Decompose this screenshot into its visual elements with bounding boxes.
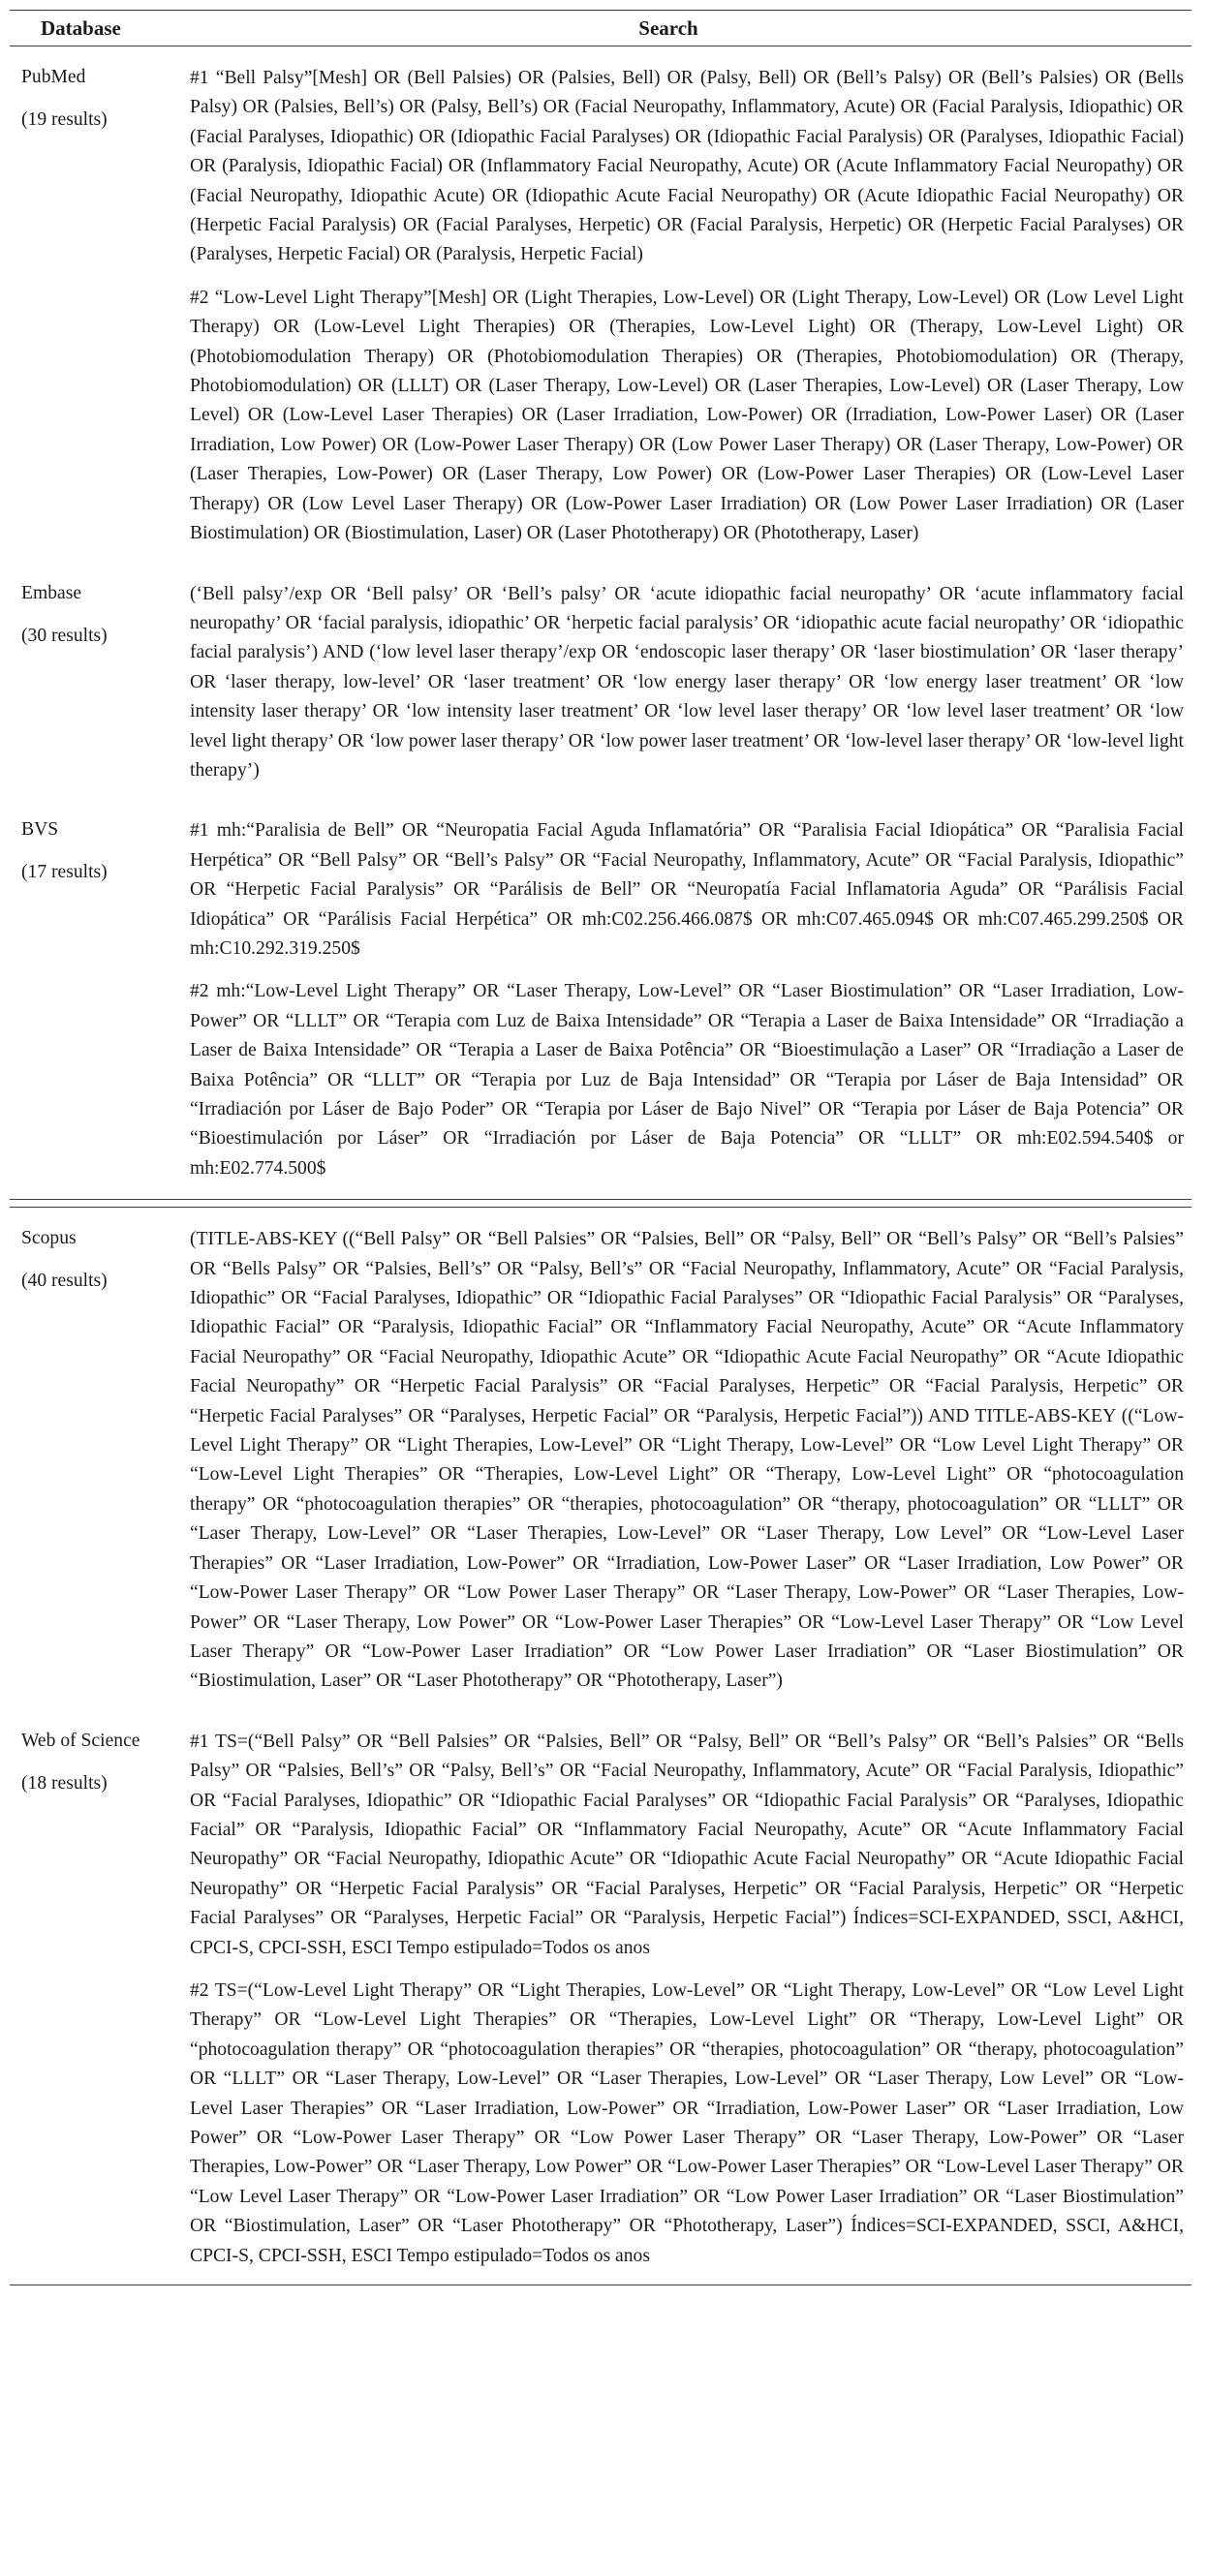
- table-row-embase: [10, 563, 1192, 800]
- database-name: Embase: [21, 582, 82, 603]
- database-name: Web of Science: [21, 1730, 140, 1751]
- divider-cell: [174, 1200, 1192, 1208]
- search-cell: [174, 1208, 1192, 1710]
- result-count: (19 results): [21, 109, 108, 130]
- table-row-scopus: [10, 1208, 1192, 1710]
- result-count: (40 results): [21, 1271, 108, 1292]
- database-name: Scopus: [21, 1228, 77, 1249]
- search-strategy-table: [10, 10, 1192, 2285]
- search-query: (TITLE-ABS-KEY ((“Bell Palsy” OR “Bell Palsies” OR “Palsies, Bell” OR “Palsy, Bell” OR “Bell’s Palsy” OR “Bell’s Palsies” OR “Bells Palsy” OR “Palsies, Bell’s” OR “Palsy, Bell’s” OR “Facial Neuropathy, Inflammatory, Acute” OR “Facial Paralysis, Idiopathic” OR “Facial Paralyses, Idiopathic” OR “Idiopathic Facial Paralyses” OR “Idiopathic Facial Paralysis” OR “Paralyses, Idiopathic Facial” OR “Paralysis, Idiopathic Facial” OR “Inflammatory Facial Neuropathy, Acute” OR “Acute Inflammatory Facial Neuropathy” OR “Facial Neuropathy, Idiopathic Acute” OR “Idiopathic Acute Facial Neuropathy” OR “Acute Idiopathic Facial Neuropathy” OR “Herpetic Facial Paralysis” OR “Facial Paralyses, Herpetic” OR “Facial Paralysis, Herpetic” OR “Herpetic Facial Paralyses” OR “Paralyses, Herpetic Facial” OR “Paralysis, Herpetic Facial”)) AND TITLE-ABS-KEY ((“Low-Level Light Therapy” OR “Light Therapies, Low-Level” OR “Light Therapy, Low-Level” OR “Low Level Light Therapy” OR “Low-Level Light Therapies” OR “Therapies, Low-Level Light” OR “Therapy, Low-Level Light” OR “photocoagulation therapy” OR “photocoagulation therapies” OR “therapies, photocoagulation” OR “therapy, photocoagulation” OR “LLLT” OR “Laser Therapy, Low-Level” OR “Laser Therapies, Low-Level” OR “Laser Therapy, Low Level” OR “Low-Level Laser Therapies” OR “Laser Irradiation, Low-Power” OR “Irradiation, Low-Power Laser” OR “Laser Irradiation, Low Power” OR “Low-Power Laser Therapy” OR “Low Power Laser Therapy” OR “Laser Therapy, Low-Power” OR “Laser Therapies, Low-Power” OR “Laser Therapy, Low Power” OR “Low-Power Laser Therapies” OR “Low-Level Laser Therapy” OR “Low Level Laser Therapy” OR “Low-Power Laser Irradiation” OR “Low Power Laser Irradiation” OR “Laser Biostimulation” OR “Biostimulation, Laser” OR “Laser Phototherapy” OR “Phototherapy, Laser”): [190, 1229, 1184, 1692]
- database-cell: [10, 1710, 174, 2285]
- search-query: #1 mh:“Paralisia de Bell” OR “Neuropatia Facial Aguda Inflamatória” OR “Paralisia Facial Idiopática” OR “Paralisia Facial Herpética” OR “Bell Palsy” OR “Bell’s Palsy” OR “Facial Neuropathy, Inflammatory, Acute” OR “Facial Paralysis, Idiopathic” OR “Herpetic Facial Paralysis” OR “Parálisis de Bell” OR “Neuropatía Facial Inflamatoria Aguda” OR “Parálisis Facial Idiopática” OR “Parálisis Facial Herpética” OR mh:C02.256.466.087$ OR mh:C07.465.094$ OR mh:C07.465.299.250$ OR mh:C10.292.319.250$: [190, 820, 1184, 959]
- database-name: PubMed: [21, 67, 86, 87]
- database-cell: [10, 46, 174, 563]
- table-header: [10, 11, 1192, 46]
- result-count: (17 results): [21, 862, 108, 883]
- search-cell: [174, 799, 1192, 1199]
- table-body: [10, 46, 1192, 2285]
- search-cell: [174, 563, 1192, 800]
- divider-cell: [10, 1200, 174, 1208]
- search-query: #2 mh:“Low-Level Light Therapy” OR “Laser Therapy, Low-Level” OR “Laser Biostimulation” OR “Laser Irradiation, Low-Power” OR “LLLT” OR “Terapia com Luz de Baixa Intensidade” OR “Terapia a Laser de Baixa Intensidade” OR “Irradiação a Laser de Baixa Intensidade” OR “Terapia a Laser de Baixa Potência” OR “Bioestimulação a Laser” OR “Irradiação a Laser de Baixa Potência” OR “LLLT” OR “Terapia por Luz de Baja Intensidad” OR “Terapia por Láser de Baja Intensidad” OR “Irradiación por Láser de Bajo Poder” OR “Terapia por Láser de Bajo Nivel” OR “Terapia por Láser de Baja Potencia” OR “Bioestimulación por Láser” OR “Irradiación por Láser de Baja Potencia” OR “LLLT” OR mh:E02.594.540$ or mh:E02.774.500$: [190, 981, 1184, 1179]
- search-cell: [174, 1710, 1192, 2285]
- search-strategy-document: [10, 10, 1192, 2285]
- database-name: BVS: [21, 819, 59, 841]
- search-query: #2 “Low-Level Light Therapy”[Mesh] OR (Light Therapies, Low-Level) OR (Light Therapy, Low-Level) OR (Low Level Light Therapy) OR (Low-Level Light Therapies) OR (Therapies, Low-Level Light) OR (Therapy, Low-Level Light) OR (Photobiomodulation Therapy) OR (Photobiomodulation Therapies) OR (Therapies, Photobiomodulation) OR (Therapy, Photobiomodulation) OR (LLLT) OR (Laser Therapy, Low-Level) OR (Laser Therapies, Low-Level) OR (Laser Therapy, Low Level) OR (Low-Level Laser Therapies) OR (Laser Irradiation, Low-Power) OR (Irradiation, Low-Power Laser) OR (Laser Irradiation, Low Power) OR (Low-Power Laser Therapy) OR (Low Power Laser Therapy) OR (Laser Therapy, Low-Power) OR (Laser Therapies, Low-Power) OR (Laser Therapy, Low Power) OR (Low-Power Laser Therapies) OR (Low-Level Laser Therapy) OR (Low Level Laser Therapy) OR (Low-Power Laser Irradiation) OR (Low Power Laser Irradiation) OR (Laser Biostimulation) OR (Biostimulation, Laser) OR (Laser Phototherapy) OR (Phototherapy, Laser): [190, 287, 1184, 544]
- database-cell: [10, 799, 174, 1199]
- table-row-pubmed: [10, 46, 1192, 563]
- table-row-bvs: [10, 799, 1192, 1199]
- result-count: (18 results): [21, 1772, 108, 1794]
- header-database: Database: [10, 11, 174, 46]
- table-row-web-of-science: [10, 1710, 1192, 2285]
- database-cell: [10, 1208, 174, 1710]
- header-row: [10, 11, 1192, 46]
- table-divider: [10, 1200, 1192, 1208]
- search-query: #1 TS=(“Bell Palsy” OR “Bell Palsies” OR “Palsies, Bell” OR “Palsy, Bell” OR “Bell’s Palsy” OR “Bell’s Palsies” OR “Bells Palsy” OR “Palsies, Bell’s” OR “Palsy, Bell’s” OR “Facial Neuropathy, Inflammatory, Acute” OR “Facial Paralysis, Idiopathic” OR “Facial Paralyses, Idiopathic” OR “Idiopathic Facial Paralyses” OR “Idiopathic Facial Paralysis” OR “Paralyses, Idiopathic Facial” OR “Paralysis, Idiopathic Facial” OR “Inflammatory Facial Neuropathy, Acute” OR “Acute Inflammatory Facial Neuropathy” OR “Facial Neuropathy, Idiopathic Acute” OR “Idiopathic Acute Facial Neuropathy” OR “Acute Idiopathic Facial Neuropathy” OR “Herpetic Facial Paralysis” OR “Facial Paralyses, Herpetic” OR “Facial Paralysis, Herpetic” OR “Herpetic Facial Paralyses” OR “Paralyses, Herpetic Facial” OR “Paralysis, Herpetic Facial”) Índices=SCI-EXPANDED, SSCI, A&HCI, CPCI-S, CPCI-SSH, ESCI Tempo estipulado=Todos os anos: [190, 1731, 1184, 1958]
- result-count: (30 results): [21, 625, 108, 646]
- search-cell: [174, 46, 1192, 563]
- header-search: Search: [174, 11, 1192, 46]
- search-query: #1 “Bell Palsy”[Mesh] OR (Bell Palsies) OR (Palsies, Bell) OR (Palsy, Bell) OR (Bell’s Palsy) OR (Bell’s Palsies) OR (Bells Palsy) OR (Palsies, Bell’s) OR (Palsy, Bell’s) OR (Facial Neuropathy, Inflammatory, Acute) OR (Facial Paralysis, Idiopathic) OR (Facial Paralyses, Idiopathic) OR (Idiopathic Facial Paralyses) OR (Idiopathic Facial Paralysis) OR (Paralyses, Idiopathic Facial) OR (Paralysis, Idiopathic Facial) OR (Inflammatory Facial Neuropathy, Acute) OR (Acute Inflammatory Facial Neuropathy) OR (Facial Neuropathy, Idiopathic Acute) OR (Idiopathic Acute Facial Neuropathy) OR (Acute Idiopathic Facial Neuropathy) OR (Herpetic Facial Paralysis) OR (Facial Paralyses, Herpetic) OR (Facial Paralysis, Herpetic) OR (Herpetic Facial Paralyses) OR (Paralyses, Herpetic Facial) OR (Paralysis, Herpetic Facial): [190, 68, 1184, 265]
- search-query: #2 TS=(“Low-Level Light Therapy” OR “Light Therapies, Low-Level” OR “Light Therapy, Low-Level” OR “Low Level Light Therapy” OR “Low-Level Light Therapies” OR “Therapies, Low-Level Light” OR “Therapy, Low-Level Light” OR “photocoagulation therapy” OR “photocoagulation therapies” OR “therapies, photocoagulation” OR “therapy, photocoagulation” OR “LLLT” OR “Laser Therapy, Low-Level” OR “Laser Therapies, Low-Level” OR “Laser Therapy, Low Level” OR “Low-Level Laser Therapies” OR “Laser Irradiation, Low-Power” OR “Irradiation, Low-Power Laser” OR “Laser Irradiation, Low Power” OR “Low-Power Laser Therapy” OR “Low Power Laser Therapy” OR “Laser Therapy, Low-Power” OR “Laser Therapies, Low-Power” OR “Laser Therapy, Low Power” OR “Low-Power Laser Therapies” OR “Low-Level Laser Therapy” OR “Low Level Laser Therapy” OR “Low-Power Laser Irradiation” OR “Low Power Laser Irradiation” OR “Laser Biostimulation” OR “Biostimulation, Laser” OR “Laser Phototherapy” OR “Phototherapy, Laser”) Índices=SCI-EXPANDED, SSCI, A&HCI, CPCI-S, CPCI-SSH, ESCI Tempo estipulado=Todos os anos: [190, 1979, 1184, 2266]
- search-query: (‘Bell palsy’/exp OR ‘Bell palsy’ OR ‘Bell’s palsy’ OR ‘acute idiopathic facial neuropathy’ OR ‘acute inflammatory facial neuropathy’ OR ‘facial paralysis, idiopathic’ OR ‘herpetic facial paralysis’ OR ‘idiopathic acute facial neuropathy’ OR ‘idiopathic facial paralysis’) AND (‘low level laser therapy’/exp OR ‘endoscopic laser therapy’ OR ‘laser biostimulation’ OR ‘laser therapy’ OR ‘laser therapy, low-level’ OR ‘laser treatment’ OR ‘low energy laser therapy’ OR ‘low energy laser treatment’ OR ‘low intensity laser therapy’ OR ‘low intensity laser treatment’ OR ‘low level laser therapy’ OR ‘low level laser treatment’ OR ‘low level light therapy’ OR ‘low power laser therapy’ OR ‘low power laser treatment’ OR ‘low-level laser therapy’ OR ‘low-level light therapy’): [190, 583, 1184, 781]
- database-cell: [10, 563, 174, 800]
